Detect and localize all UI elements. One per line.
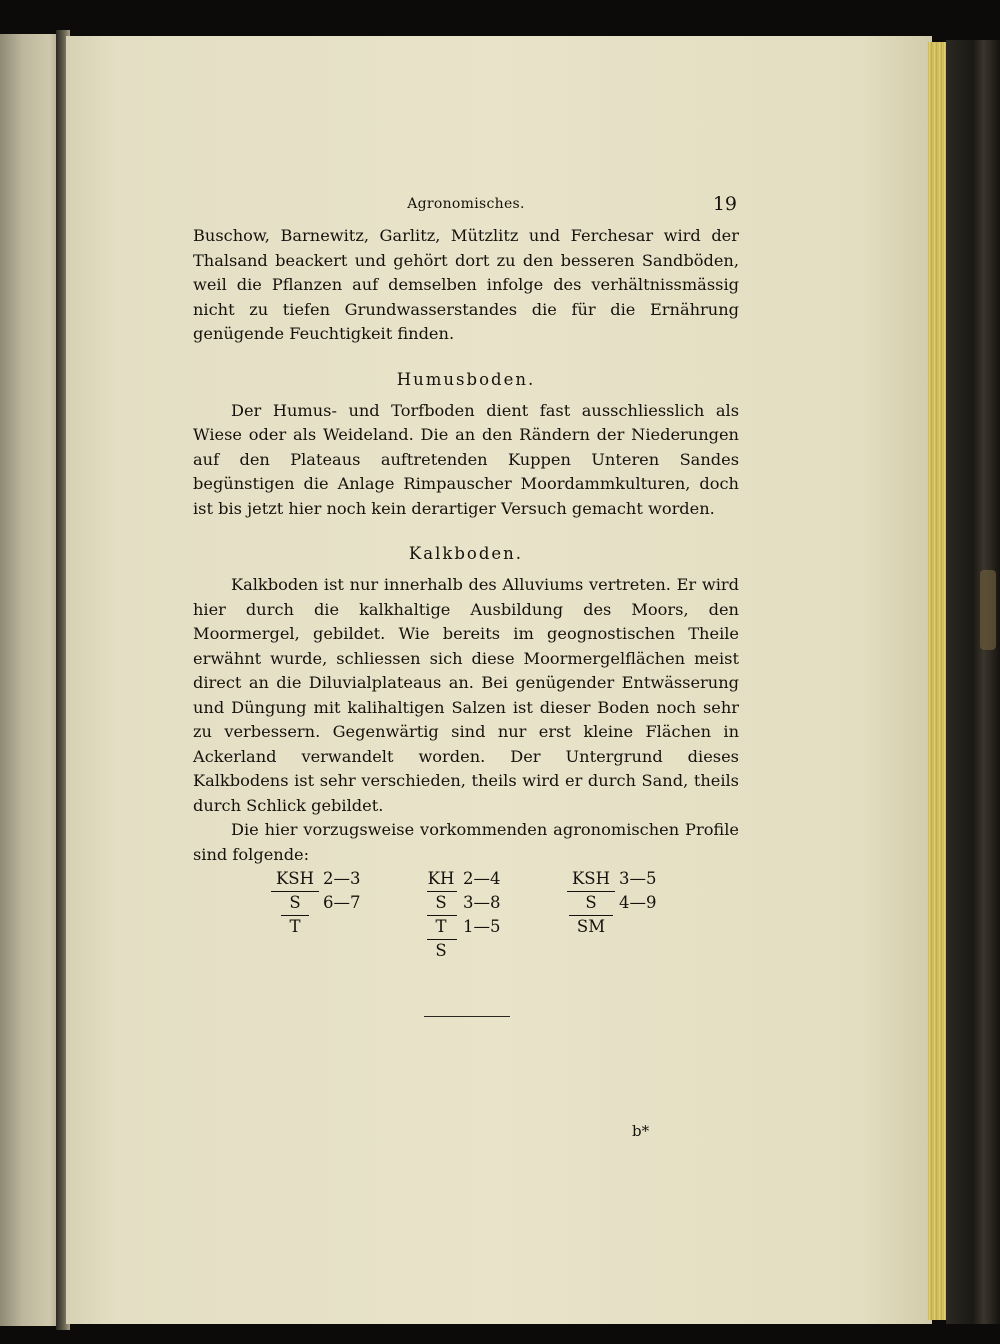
profile-rule bbox=[427, 891, 457, 892]
facing-page-edge bbox=[0, 34, 58, 1326]
heading-humusboden: Humusboden. bbox=[396, 369, 536, 389]
agronomic-profiles bbox=[193, 869, 739, 979]
profile-row bbox=[425, 893, 501, 915]
profile-row bbox=[567, 917, 615, 939]
profile-symbol: T bbox=[289, 917, 301, 936]
paragraph-kalkboden: Kalkboden ist nur innerhalb des Alluviums vertreten. Er wird hier durch die kalkhaltige Ausbildung des Moors, den Moormergel, gebildet. Wie bereits im geognostischen Theile erwähnt wurde, schliessen sich diese Moormergelflächen meist direct an die Diluvialplateaus an. Bei genügender Entwässerung und Düngung mit kalihaltigen Salzen ist dieser Boden noch sehr zu verbessern. Gegenwärtig sind nur erst kleine Flächen in Ackerland verwandelt worden. Der Untergrund dieses Kalkbodens ist sehr verschieden, theils wird er durch Sand, theils durch Schlick gebildet. bbox=[193, 575, 739, 815]
profile-row bbox=[425, 869, 501, 891]
profile-rule bbox=[427, 915, 457, 916]
profile-row bbox=[271, 917, 319, 939]
profile-row bbox=[271, 869, 361, 891]
profile-value: 2—4 bbox=[463, 869, 501, 888]
gilt-page-edges bbox=[928, 42, 948, 1320]
profile-symbol: KH bbox=[427, 869, 455, 888]
profile-row bbox=[425, 917, 501, 939]
profile-row bbox=[271, 893, 361, 915]
profile-symbol: KSH bbox=[571, 869, 611, 888]
paragraph-humusboden: Der Humus- und Torfboden dient fast ausschliesslich als Wiese oder als Weideland. Die an den Rändern der Niederungen auf den Plateaus auftretenden Kuppen Unteren Sandes begünstigen die Anlage Rimpauscher Moordammkulturen, doch ist bis jetzt hier noch kein derartiger Versuch gemacht worden. bbox=[193, 400, 739, 518]
signature-mark: b* bbox=[632, 1122, 650, 1140]
page-number: 19 bbox=[712, 193, 737, 215]
profile-symbol: SM bbox=[576, 917, 606, 936]
profile-rule bbox=[567, 891, 615, 892]
profile-rule bbox=[271, 891, 319, 892]
profile-row bbox=[425, 941, 457, 963]
heading-kalkboden: Kalkboden. bbox=[408, 544, 524, 563]
profile-value: 2—3 bbox=[323, 869, 361, 888]
profile-row bbox=[567, 893, 657, 915]
page-content bbox=[193, 193, 739, 979]
profile-value: 3—5 bbox=[619, 869, 657, 888]
cover-wear-mark bbox=[980, 570, 996, 650]
profile-rule bbox=[569, 915, 613, 916]
profile-value: 6—7 bbox=[323, 893, 361, 912]
profile-rule bbox=[427, 939, 457, 940]
profile-rule bbox=[281, 915, 309, 916]
paragraph-profiles-intro: Die hier vorzugsweise vorkommenden agronomischen Profile sind folgende: bbox=[193, 820, 739, 864]
profile-symbol: KSH bbox=[275, 869, 315, 888]
closing-rule bbox=[424, 1016, 510, 1017]
running-head: Agronomisches. bbox=[407, 196, 525, 212]
profile-symbol: S bbox=[435, 941, 447, 960]
profile-symbol: T bbox=[435, 917, 447, 936]
profile-symbol: S bbox=[585, 893, 597, 912]
profile-value: 4—9 bbox=[619, 893, 657, 912]
profile-symbol: S bbox=[289, 893, 301, 912]
profile-value: 1—5 bbox=[463, 917, 501, 936]
paragraph-thalsand: Buschow, Barnewitz, Garlitz, Mützlitz und Ferchesar wird der Thalsand beackert und gehört dort zu den besseren Sandböden, weil die Pflanzen auf demselben infolge des verhältnissmässig nicht zu tiefen Grundwasserstandes die für die Ernährung genügende Feuchtigkeit finden. bbox=[193, 226, 739, 343]
profile-symbol: S bbox=[435, 893, 447, 912]
page-header bbox=[193, 193, 739, 224]
book-cover bbox=[946, 40, 1000, 1324]
profile-row bbox=[567, 869, 657, 891]
profile-value: 3—8 bbox=[463, 893, 501, 912]
